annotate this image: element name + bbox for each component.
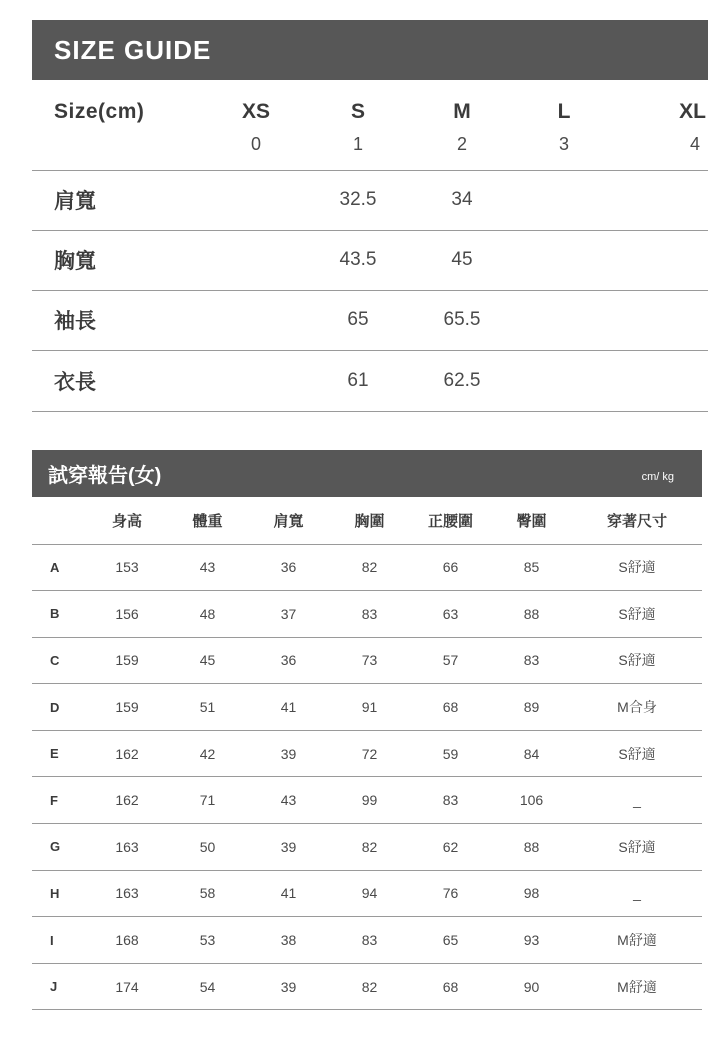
report-cell: 39: [280, 838, 297, 855]
fit-result: S舒適: [618, 838, 656, 855]
report-cell: 91: [361, 699, 378, 716]
size-name: M: [453, 100, 471, 123]
report-cell: 162: [115, 792, 139, 809]
report-cell: 62: [442, 838, 459, 855]
fit-result: S舒適: [618, 745, 656, 762]
report-cell: 83: [361, 605, 378, 622]
report-cell: 98: [523, 885, 540, 902]
report-cell: 159: [115, 652, 139, 669]
report-cell: 41: [280, 885, 297, 902]
report-cell: 82: [361, 559, 378, 576]
report-cell: 174: [115, 978, 139, 995]
report-row: [32, 730, 702, 777]
report-cell: 156: [115, 605, 139, 622]
tester-id: B: [50, 606, 60, 622]
report-row: [32, 777, 702, 824]
tester-id: G: [50, 839, 61, 855]
measurement-value: 65: [347, 309, 369, 330]
report-cell: 99: [361, 792, 378, 809]
measurement-value: [514, 170, 614, 230]
measurement-value: [514, 230, 614, 290]
size-column-header: [306, 80, 410, 170]
report-cell: 68: [442, 978, 459, 995]
fit-result: _: [633, 885, 641, 902]
size-code: 1: [352, 134, 363, 154]
fit-result: S舒適: [618, 605, 656, 622]
tester-id: E: [50, 746, 59, 762]
report-header: [32, 450, 702, 497]
report-cell: 43: [199, 559, 216, 576]
measurement-value: 61: [347, 369, 369, 391]
report-cell: 48: [199, 605, 216, 622]
size-header-row: [32, 80, 708, 170]
report-cell: 53: [199, 932, 216, 949]
report-cell: 57: [442, 652, 459, 669]
report-column-header: 胸圍: [354, 512, 385, 530]
size-guide-table: [32, 80, 708, 412]
report-column-header: 穿著尺寸: [606, 512, 667, 530]
report-title: 試穿報告(女): [48, 465, 162, 487]
report-cell: 93: [523, 932, 540, 949]
report-cell: 39: [280, 745, 297, 762]
report-cell: 106: [519, 792, 544, 809]
size-guide: [32, 20, 708, 412]
measurement-value: [206, 290, 306, 350]
report-cell: 58: [199, 885, 216, 902]
measurement-row-length: [32, 350, 708, 411]
report-cell: 59: [442, 745, 459, 762]
size-column-header: [410, 80, 514, 170]
tester-id: F: [50, 792, 58, 808]
measurement-value: [614, 230, 708, 290]
fit-result: M合身: [617, 699, 657, 716]
measurement-row-shoulder: [32, 170, 708, 230]
measurement-value: 34: [451, 189, 473, 210]
measurement-value: [614, 170, 708, 230]
measurement-row-sleeve: [32, 290, 708, 350]
report-cell: 65: [442, 932, 459, 949]
report-cell: 83: [523, 652, 540, 669]
report-cell: 90: [523, 978, 540, 995]
measurement-label: 袖長: [54, 310, 96, 333]
size-column-header: [514, 80, 614, 170]
measurement-value: 32.5: [339, 189, 377, 210]
report-cell: 163: [115, 838, 139, 855]
report-cell: 153: [115, 559, 139, 576]
report-cell: 82: [361, 978, 378, 995]
measurement-value: [514, 290, 614, 350]
report-row: [32, 684, 702, 731]
report-row: [32, 637, 702, 684]
measurement-value: 43.5: [339, 249, 377, 270]
report-cell: 88: [523, 605, 540, 622]
tester-id: J: [50, 979, 58, 995]
report-cell: 66: [442, 559, 459, 576]
report-cell: 43: [280, 792, 297, 809]
tester-id: A: [50, 559, 60, 575]
size-code: 3: [558, 134, 569, 154]
report-cell: 39: [280, 978, 297, 995]
report-cell: 63: [442, 605, 459, 622]
measurement-label: 胸寬: [54, 250, 96, 273]
size-name: XS: [241, 100, 270, 123]
report-header-row: [32, 497, 702, 544]
report-cell: 82: [361, 838, 378, 855]
tester-id: C: [50, 652, 60, 668]
size-column-header: [614, 80, 708, 170]
size-guide-title: SIZE GUIDE: [32, 20, 708, 80]
report-units: cm/ kg: [641, 470, 674, 483]
report-row: [32, 917, 702, 964]
report-column-header: 正腰圍: [427, 512, 473, 530]
report-row: [32, 824, 702, 871]
measurement-value: 65.5: [443, 309, 481, 330]
report-column-header: 身高: [111, 512, 142, 530]
measurement-label: 衣長: [54, 370, 96, 394]
measurement-row-chest: [32, 230, 708, 290]
measurement-value: [514, 350, 614, 411]
measurement-value: 45: [451, 249, 473, 270]
report-cell: 94: [361, 885, 378, 902]
report-id-header: [32, 497, 87, 544]
report-column-header: 體重: [192, 512, 223, 530]
measurement-value: [614, 290, 708, 350]
fit-result: M舒適: [617, 932, 657, 949]
report-row: [32, 963, 702, 1010]
report-row: [32, 870, 702, 917]
tester-id: I: [50, 932, 54, 948]
report-cell: 163: [115, 885, 139, 902]
size-name: XL: [679, 100, 706, 123]
size-code: 0: [250, 134, 261, 154]
report-cell: 54: [199, 978, 216, 995]
report-body: [32, 544, 702, 1010]
report-cell: 88: [523, 838, 540, 855]
measurement-value: [206, 230, 306, 290]
report-cell: 84: [523, 745, 540, 762]
report-cell: 36: [280, 652, 297, 669]
measurement-value: 62.5: [443, 369, 481, 391]
report-column-header: 臀圍: [516, 512, 547, 530]
size-name: L: [557, 100, 571, 123]
size-name: S: [350, 100, 365, 123]
report-cell: 71: [199, 792, 216, 809]
report-cell: 85: [523, 559, 540, 576]
tester-id: D: [50, 699, 60, 715]
report-cell: 41: [280, 699, 297, 716]
size-column-header: [206, 80, 306, 170]
report-cell: 89: [523, 699, 540, 716]
tester-id: H: [50, 885, 60, 901]
report-cell: 42: [199, 745, 216, 762]
fit-result: M舒適: [617, 978, 657, 995]
report-cell: 45: [199, 652, 216, 669]
measurement-label: 肩寬: [54, 190, 96, 213]
report-cell: 38: [280, 932, 297, 949]
size-code: 4: [689, 134, 700, 154]
measurement-value: [206, 170, 306, 230]
report-cell: 68: [442, 699, 459, 716]
report-table: [32, 497, 702, 1010]
report-cell: 168: [115, 932, 139, 949]
report-cell: 162: [115, 745, 139, 762]
measurement-value: [206, 350, 306, 411]
report-cell: 72: [361, 745, 378, 762]
report-cell: 50: [199, 838, 216, 855]
report-column-header: 肩寬: [273, 512, 304, 530]
report-cell: 37: [280, 605, 297, 622]
fit-result: S舒適: [618, 559, 656, 576]
size-code: 2: [456, 134, 467, 154]
fit-result: _: [633, 792, 641, 809]
fit-result: S舒適: [618, 652, 656, 669]
report-cell: 76: [442, 885, 459, 902]
report-cell: 36: [280, 559, 297, 576]
report-cell: 83: [361, 932, 378, 949]
report-cell: 159: [115, 699, 139, 716]
report-cell: 73: [361, 652, 378, 669]
report-cell: 51: [199, 699, 216, 716]
report-cell: 83: [442, 792, 459, 809]
report-row: [32, 591, 702, 638]
size-unit-header: Size(cm): [54, 100, 145, 123]
measurement-value: [614, 350, 708, 411]
try-on-report: [32, 450, 702, 1010]
report-row: [32, 544, 702, 591]
